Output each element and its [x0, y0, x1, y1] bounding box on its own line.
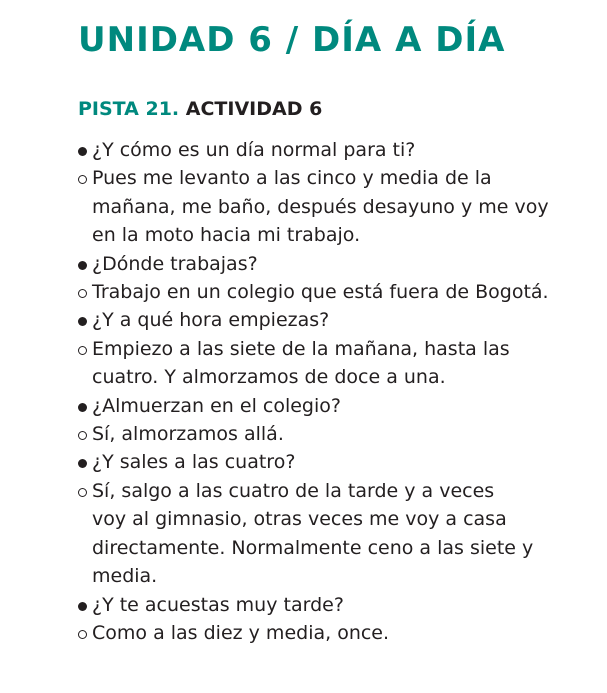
- unit-title: UNIDAD 6 / DÍA A DÍA: [78, 20, 506, 60]
- filled-bullet-icon: [76, 591, 92, 619]
- open-bullet-icon: [76, 619, 92, 647]
- dialogue-text: [92, 477, 596, 591]
- dialogue-text-line: Sí, almorzamos allá.: [92, 423, 284, 446]
- dialogue-line: [76, 306, 596, 334]
- dialogue-text: [92, 164, 596, 249]
- filled-bullet-icon: [76, 392, 92, 420]
- dialogue-text-line: ¿Y cómo es un día normal para ti?: [92, 139, 416, 161]
- open-bullet-icon: [76, 420, 92, 448]
- dialogue-text-line: Empiezo a las siete de la mañana, hasta las: [92, 337, 510, 360]
- dialogue-text: [92, 250, 596, 278]
- track-label: PISTA 21.: [78, 98, 180, 120]
- activity-heading: [78, 96, 322, 122]
- dialogue-line: [76, 278, 596, 306]
- open-bullet-icon: [76, 335, 92, 363]
- filled-bullet-icon: [76, 136, 92, 164]
- dialogue-list: [76, 136, 596, 647]
- dialogue-text-line: voy al gimnasio, otras veces me voy a casa: [92, 508, 507, 531]
- dialogue-text-line: Pues me levanto a las cinco y media de la: [92, 167, 492, 190]
- dialogue-text: [92, 619, 596, 647]
- dialogue-line: [76, 136, 596, 164]
- dialogue-line: [76, 448, 596, 476]
- dialogue-text: [92, 278, 596, 306]
- dialogue-text: [92, 335, 596, 392]
- dialogue-text: [92, 420, 596, 448]
- dialogue-text: [92, 306, 596, 334]
- dialogue-text-line: mañana, me baño, después desayuno y me voy: [92, 195, 549, 218]
- dialogue-line: [76, 591, 596, 619]
- dialogue-text: [92, 392, 596, 420]
- dialogue-text-line: ¿Almuerzan en el colegio?: [92, 394, 341, 417]
- dialogue-text: [92, 136, 596, 164]
- dialogue-text-line: en la moto hacia mi trabajo.: [92, 224, 361, 247]
- activity-label: ACTIVIDAD 6: [185, 98, 323, 120]
- dialogue-line: [76, 477, 596, 591]
- dialogue-line: [76, 164, 596, 249]
- dialogue-text-line: cuatro. Y almorzamos de doce a una.: [92, 366, 446, 389]
- dialogue-text-line: Sí, salgo a las cuatro de la tarde y a veces: [92, 479, 495, 502]
- open-bullet-icon: [76, 164, 92, 192]
- dialogue-text: [92, 591, 596, 619]
- filled-bullet-icon: [76, 306, 92, 334]
- dialogue-line: [76, 619, 596, 647]
- dialogue-text-line: ¿Y a qué hora empiezas?: [92, 309, 330, 332]
- open-bullet-icon: [76, 278, 92, 306]
- dialogue-line: [76, 420, 596, 448]
- dialogue-line: [76, 392, 596, 420]
- dialogue-line: [76, 250, 596, 278]
- dialogue-text-line: ¿Dónde trabajas?: [92, 252, 258, 275]
- filled-bullet-icon: [76, 250, 92, 278]
- dialogue-text-line: ¿Y sales a las cuatro?: [92, 451, 296, 474]
- filled-bullet-icon: [76, 448, 92, 476]
- dialogue-line: [76, 335, 596, 392]
- dialogue-text: [92, 448, 596, 476]
- dialogue-text-line: Trabajo en un colegio que está fuera de Bogotá.: [92, 281, 549, 304]
- open-bullet-icon: [76, 477, 92, 505]
- dialogue-text-line: media.: [92, 565, 158, 588]
- dialogue-text-line: Como a las diez y media, once.: [92, 621, 390, 644]
- dialogue-text-line: directamente. Normalmente ceno a las siete y: [92, 536, 534, 559]
- dialogue-text-line: ¿Y te acuestas muy tarde?: [92, 593, 344, 616]
